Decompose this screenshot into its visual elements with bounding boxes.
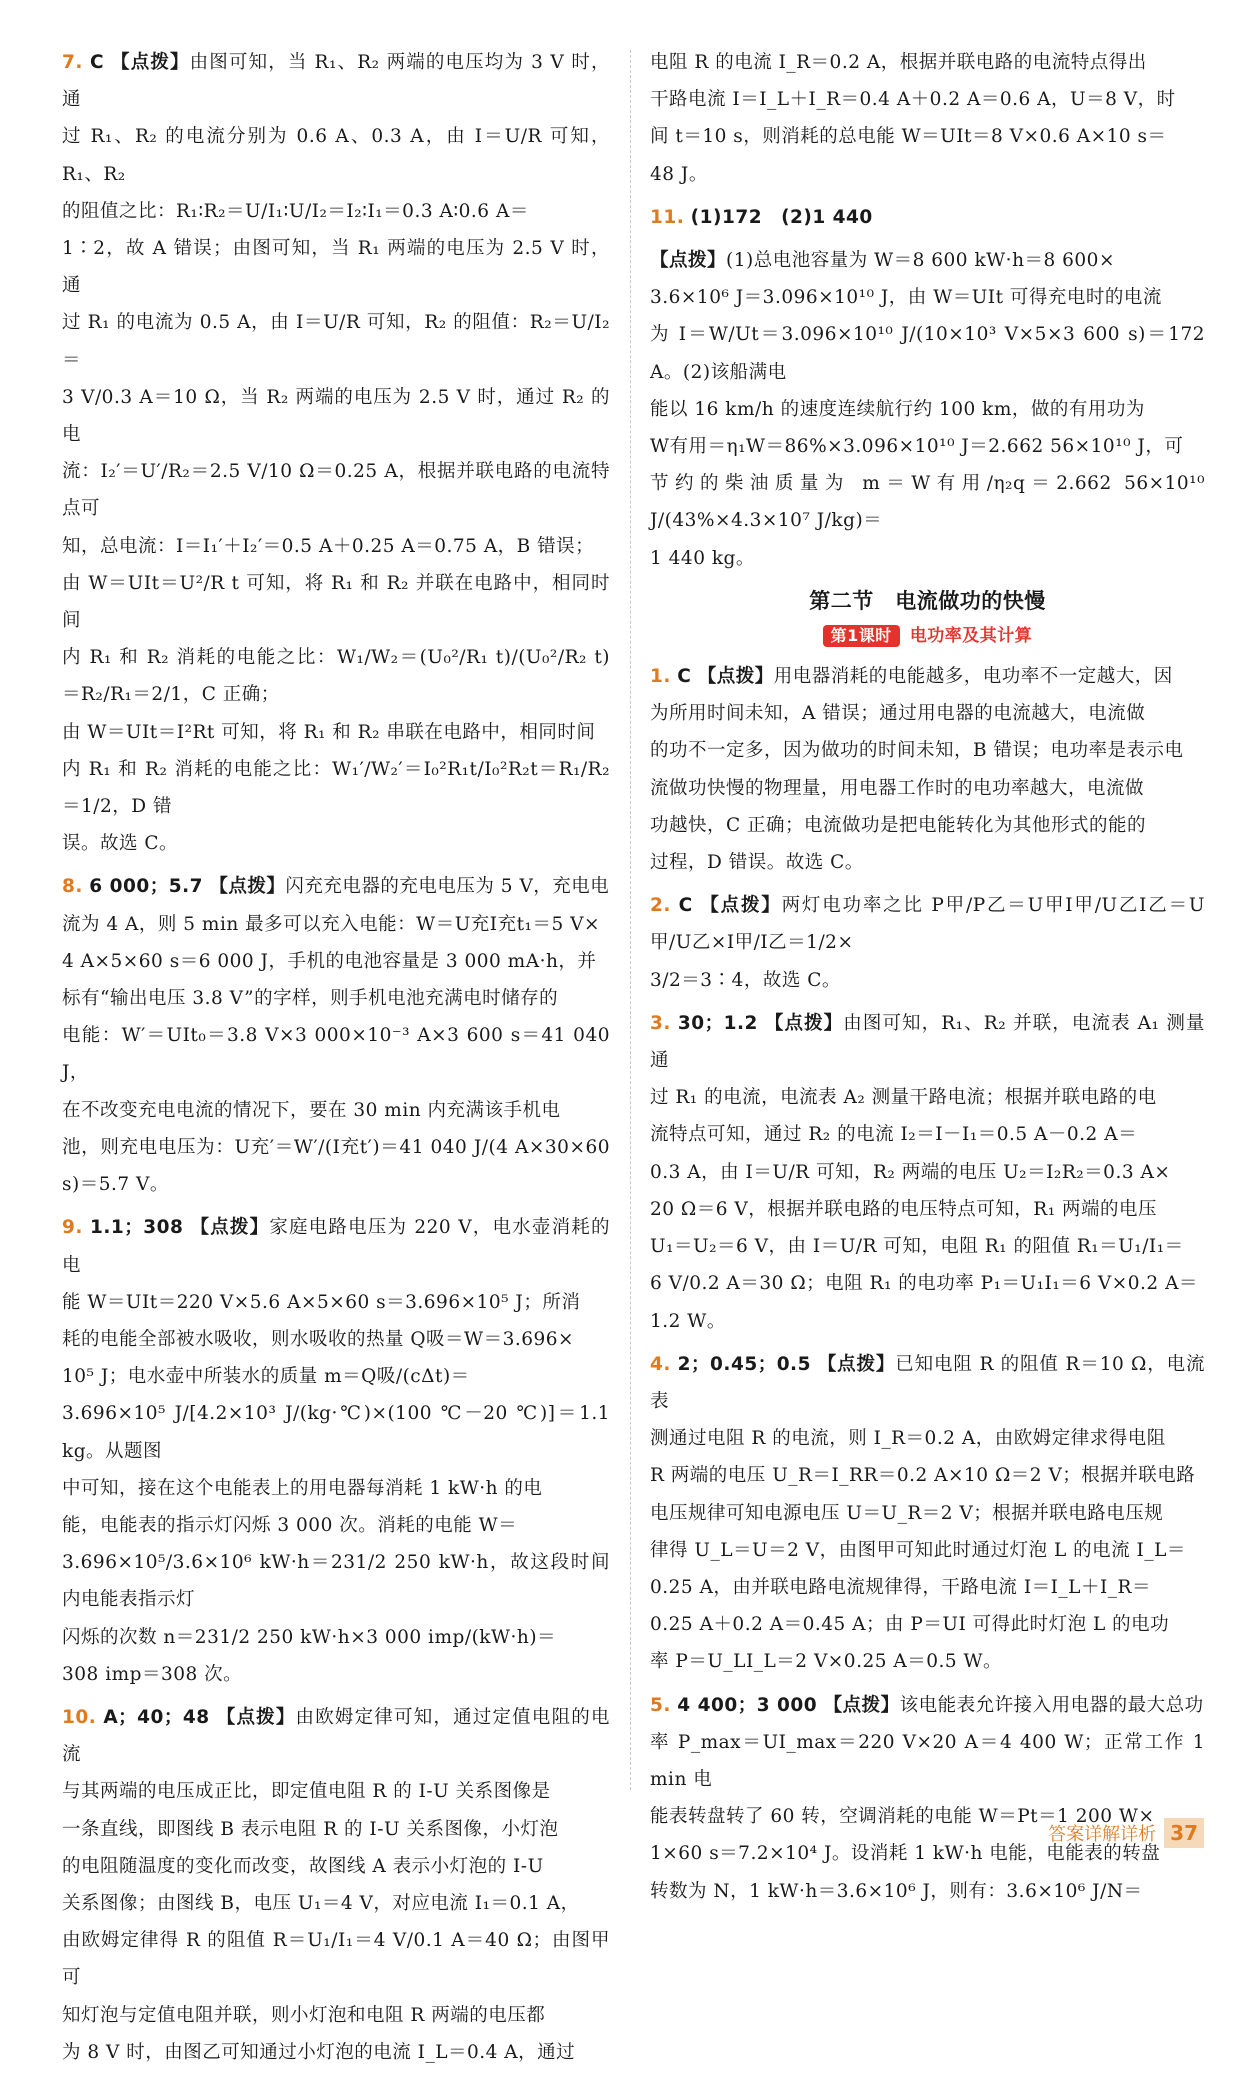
explanation-line: 308 imp＝308 次。	[62, 1663, 243, 1685]
explanation-line: 关系图像；由图线 B，电压 U₁＝4 V，对应电流 I₁＝0.1 A，	[62, 1892, 580, 1914]
explanation-line: 能 W＝UIt＝220 V×5.6 A×5×60 s＝3.696×10⁵ J；所消	[62, 1291, 581, 1313]
explanation-line: 4 A×5×60 s＝6 000 J，手机的电池容量是 3 000 mA·h，并	[62, 950, 597, 972]
explanation-line: 20 Ω＝6 V，根据并联电路的电压特点可知，R₁ 两端的电压	[650, 1198, 1157, 1220]
explanation-line: 电能：W′＝UIt₀＝3.8 V×3 000×10⁻³ A×3 600 s＝41 040 J，	[62, 1025, 610, 1084]
answer-value: C	[677, 666, 692, 688]
explanation-line: 3/2＝3∶4，故选 C。	[650, 969, 841, 991]
answer-item	[650, 199, 1205, 236]
explanation-line: 过 R₁、R₂ 的电流分别为 0.6 A、0.3 A，由 I＝U/R 可知，R₁、R₂	[62, 126, 610, 185]
explanation-line: 中可知，接在这个电能表上的用电器每消耗 1 kW·h 的电	[62, 1477, 543, 1499]
explanation-line: 为所用时间未知，A 错误；通过用电器的电流越大，电流做	[650, 703, 1146, 725]
hint-tag: 【点拨】	[764, 1012, 844, 1034]
explanation-line: 0.25 A＋0.2 A＝0.45 A；由 P＝UI 可得此时灯泡 L 的电功	[650, 1614, 1170, 1636]
explanation-text: 由图可知，当 R₁、R₂ 两端的电压均为 3 V 时，通	[62, 52, 610, 111]
answer-value: (1)172 (2)1 440	[690, 206, 873, 228]
answer-item	[650, 658, 1205, 881]
hint-tag: 【点拨】	[216, 1706, 296, 1728]
explanation-line: U₁＝U₂＝6 V，由 I＝U/R 可知，电阻 R₁ 的阻值 R₁＝U₁/I₁＝	[650, 1236, 1184, 1258]
explanation-line: 1×60 s＝7.2×10⁴ J。设消耗 1 kW·h 电能，电能表的转盘	[650, 1843, 1161, 1865]
hint-tag: 【点拨】	[190, 1217, 270, 1239]
explanation-line: 由 W＝UIt＝U²/R t 可知，将 R₁ 和 R₂ 并联在电路中，相同时间	[62, 572, 610, 632]
explanation-line: 内 R₁ 和 R₂ 消耗的电能之比：W₁/W₂＝(U₀²/R₁ t)/(U₀²/R₂ t)＝R₂/R₁＝2/1，C 正确；	[62, 647, 610, 706]
answer-line	[62, 868, 610, 905]
explanation-line: 流做功快慢的物理量，用电器工作时的电功率越大，电流做	[650, 777, 1145, 799]
explanation-text: (1)总电池容量为 W＝8 600 kW·h＝8 600×	[726, 250, 1115, 272]
explanation-line: 48 J。	[650, 163, 708, 185]
explanation-line: 3.696×10⁵/3.6×10⁶ kW·h＝231/2 250 kW·h，故这段时间内电能表指示灯	[62, 1552, 610, 1611]
answer-value: A；40；48	[103, 1706, 210, 1728]
answers-after-section	[650, 658, 1205, 1910]
explanation-line: 误。故选 C。	[62, 833, 179, 855]
explanation-line: 率 P＝U_LI_L＝2 V×0.25 A＝0.5 W。	[650, 1651, 1003, 1673]
hint-tag: 【点拨】	[111, 52, 190, 73]
explanation-line: 为 8 V 时，由图乙可知通过小灯泡的电流 I_L＝0.4 A，通过	[62, 2041, 576, 2063]
explanation-line: 测通过电阻 R 的电流，则 I_R＝0.2 A，由欧姆定律求得电阻	[650, 1428, 1166, 1450]
explanation-line: 0.25 A，由并联电路电流规律得，干路电流 I＝I_L＋I_R＝	[650, 1576, 1151, 1598]
section-title: 第二节 电流做功的快慢	[809, 588, 1046, 613]
answer-value: 30；1.2	[677, 1012, 758, 1034]
hint-tag: 【点拨】	[209, 876, 286, 898]
page-number: 37	[1164, 1818, 1204, 1848]
answer-line	[650, 242, 1205, 279]
hint-tag: 【点拨】	[697, 666, 774, 688]
explanation-line: 池，则充电电压为：U充′＝W′/(I充t′)＝41 040 J/(4 A×30×60 s)＝5.7 V。	[62, 1136, 610, 1196]
lesson-badge: 第1课时	[823, 625, 900, 647]
explanation-line: 3.696×10⁵ J/[4.2×10³ J/(kg·℃)×(100 ℃－20 ℃)]＝1.1 kg。从题图	[62, 1403, 610, 1462]
question-number: 2.	[650, 895, 671, 917]
page-footer	[1048, 1818, 1204, 1848]
explanation-line: 1 440 kg。	[650, 547, 755, 569]
explanation-text: 家庭电路电压为 220 V，电水壶消耗的电	[62, 1217, 610, 1276]
answer-item	[62, 44, 610, 862]
explanation-line: 3.6×10⁶ J＝3.096×10¹⁰ J，由 W＝UIt 可得充电时的电流	[650, 287, 1162, 309]
explanation-line: 内 R₁ 和 R₂ 消耗的电能之比：W₁′/W₂′＝I₀²R₁t/I₀²R₂t＝R₁/R₂＝1/2，D 错	[62, 758, 610, 818]
answer-line	[650, 1005, 1205, 1079]
question-number: 4.	[650, 1353, 671, 1375]
answer-value: 2；0.45；0.5	[677, 1353, 811, 1375]
explanation-text: 由欧姆定律可知，通过定值电阻的电流	[62, 1706, 610, 1766]
explanation-line: 过 R₁ 的电流，电流表 A₂ 测量干路电流；根据并联电路的电	[650, 1087, 1157, 1109]
answer-item	[650, 887, 1205, 999]
explanation-line: 间 t＝10 s，则消耗的总电能 W＝UIt＝8 V×0.6 A×10 s＝	[650, 126, 1167, 148]
answer-value: C	[89, 52, 105, 73]
explanation-line: 流为 4 A，则 5 min 最多可以充入电能：W＝U充I充t₁＝5 V×	[62, 913, 600, 935]
answer-value: C	[678, 895, 693, 917]
explanation-line: 能以 16 km/h 的速度连续航行约 100 km，做的有用功为	[650, 398, 1145, 420]
answer-line	[650, 199, 1205, 236]
explanation-line: 知，总电流：I＝I₁′＋I₂′＝0.5 A＋0.25 A＝0.75 A，B 错误；	[62, 535, 595, 557]
answer-item	[650, 1005, 1205, 1340]
explanation-line: 能，电能表的指示灯闪烁 3 000 次。消耗的电能 W＝	[62, 1514, 518, 1536]
answer-line	[650, 658, 1205, 695]
explanation-line: 知灯泡与定值电阻并联，则小灯泡和电阻 R 两端的电压都	[62, 2004, 546, 2026]
explanation-line: 能表转盘转了 60 转，空调消耗的电能 W＝Pt＝1 200 W×	[650, 1806, 1155, 1828]
explanation-line: 流特点可知，通过 R₂ 的电流 I₂＝I－I₁＝0.5 A－0.2 A＝	[650, 1124, 1138, 1146]
explanation-line: 10⁵ J；电水壶中所装水的质量 m＝Q吸/(cΔt)＝	[62, 1366, 470, 1388]
answer-line	[62, 1699, 610, 1773]
explanation-line: 耗的电能全部被水吸收，则水吸收的热量 Q吸＝W＝3.696×	[62, 1328, 575, 1350]
answer-line	[650, 887, 1205, 961]
explanation-line: 在不改变充电电流的情况下，要在 30 min 内充满该手机电	[62, 1099, 561, 1121]
answer-line	[650, 1687, 1205, 1724]
lesson-name: 电功率及其计算	[909, 626, 1033, 647]
explanation-text: 两灯电功率之比 P甲/P乙＝U甲I甲/U乙I乙＝U甲/U乙×I甲/I乙＝1/2×	[650, 895, 1205, 954]
explanation-text: 闪充充电器的充电电压为 5 V，充电电	[285, 876, 610, 898]
explanation-text: 该电能表允许接入用电器的最大总功	[899, 1694, 1204, 1716]
explanation-line: 0.3 A，由 I＝U/R 可知，R₂ 两端的电压 U₂＝I₂R₂＝0.3 A×	[650, 1161, 1171, 1183]
question-number: 10.	[62, 1706, 97, 1728]
answer-item	[62, 868, 610, 1203]
explanation-line: 功越快，C 正确；电流做功是把电能转化为其他形式的能的	[650, 814, 1147, 836]
question-number: 1.	[650, 666, 671, 688]
explanation-line: 由 W＝UIt＝I²Rt 可知，将 R₁ 和 R₂ 串联在电路中，相同时间	[62, 721, 596, 743]
explanation-line: 转数为 N，1 kW·h＝3.6×10⁶ J，则有：3.6×10⁶ J/N＝	[650, 1880, 1143, 1902]
explanation-line: 过程，D 错误。故选 C。	[650, 852, 864, 874]
question-number: 9.	[62, 1217, 83, 1239]
left-column	[62, 44, 610, 2077]
answer-item	[62, 1699, 610, 2071]
answer-value: 1.1；308	[90, 1217, 184, 1239]
hint-tag: 【点拨】	[817, 1353, 896, 1375]
explanation-line: 由欧姆定律得 R 的阻值 R＝U₁/I₁＝4 V/0.1 A＝40 Ω；由图甲可	[62, 1930, 610, 1989]
explanation-line: 电压规律可知电源电压 U＝U_R＝2 V；根据并联电路电压规	[650, 1502, 1164, 1524]
answers-before-section	[650, 199, 1205, 577]
hint-tag: 【点拨】	[823, 1694, 900, 1716]
right-column	[650, 44, 1205, 1916]
explanation-text: 已知电阻 R 的阻值 R＝10 Ω，电流表	[650, 1353, 1205, 1412]
explanation-line: 1.2 W。	[650, 1310, 726, 1332]
explanation-line: 过 R₁ 的电流为 0.5 A，由 I＝U/R 可知，R₂ 的阻值：R₂＝U/I₂＝	[62, 312, 610, 371]
explanation-line: 干路电流 I＝I_L＋I_R＝0.4 A＋0.2 A＝0.6 A，U＝8 V，时	[650, 89, 1176, 111]
question-number: 3.	[650, 1012, 671, 1034]
explanation-line: 3 V/0.3 A＝10 Ω，当 R₂ 两端的电压为 2.5 V 时，通过 R₂ 的电	[62, 386, 610, 446]
explanation-line: 的阻值之比：R₁∶R₂＝U/I₁∶U/I₂＝I₂∶I₁＝0.3 A∶0.6 A＝	[62, 200, 529, 222]
explanation-line: 一条直线，即图线 B 表示电阻 R 的 I-U 关系图像，小灯泡	[62, 1818, 559, 1840]
answer-item	[62, 1209, 610, 1693]
answer-line	[62, 1209, 610, 1283]
lesson-heading	[650, 620, 1205, 652]
question-number: 11.	[650, 206, 685, 228]
explanation-line: 的功不一定多，因为做功的时间未知，B 错误；电功率是表示电	[650, 740, 1184, 762]
answer-line	[650, 1346, 1205, 1420]
hint-tag: 【点拨】	[650, 250, 727, 272]
explanation-line: 律得 U_L＝U＝2 V，由图甲可知此时通过灯泡 L 的电流 I_L＝	[650, 1539, 1186, 1561]
question-number: 7.	[62, 52, 83, 73]
footer-label: 答案详解详析	[1048, 1824, 1157, 1845]
explanation-line: 流：I₂′＝U′/R₂＝2.5 V/10 Ω＝0.25 A，根据并联电路的电流特点可	[62, 461, 610, 520]
explanation-line: 闪烁的次数 n＝231/2 250 kW·h×3 000 imp/(kW·h)＝	[62, 1626, 557, 1648]
answer-item	[650, 1346, 1205, 1681]
explanation-line: 1∶2，故 A 错误；由图可知，当 R₁ 两端的电压为 2.5 V 时，通	[62, 238, 610, 297]
answer-line	[62, 44, 610, 118]
answer-item	[650, 1687, 1205, 1910]
question-number: 5.	[650, 1694, 671, 1716]
question-number: 8.	[62, 876, 83, 898]
explanation-line: 率 P_max＝UI_max＝220 V×20 A＝4 400 W；正常工作 1 min 电	[650, 1731, 1205, 1790]
answer-value: 6 000；5.7	[89, 876, 203, 898]
explanation-line: W有用＝η₁W＝86%×3.096×10¹⁰ J＝2.662 56×10¹⁰ J，可	[650, 436, 1184, 458]
explanation-line: 与其两端的电压成正比，即定值电阻 R 的 I-U 关系图像是	[62, 1781, 551, 1803]
explanation-text: 由图可知，R₁、R₂ 并联，电流表 A₁ 测量通	[650, 1012, 1205, 1072]
continued-answer-10	[650, 44, 1205, 193]
hint-tag: 【点拨】	[700, 895, 782, 917]
column-divider	[630, 50, 631, 1790]
answer-item	[650, 242, 1205, 577]
explanation-text: 用电器消耗的电能越多，电功率不一定越大，因	[773, 666, 1173, 688]
answer-value: 4 400；3 000	[677, 1694, 818, 1716]
explanation-line: R 两端的电压 U_R＝I_RR＝0.2 A×10 Ω＝2 V；根据并联电路	[650, 1465, 1196, 1487]
explanation-line: 标有“输出电压 3.8 V”的字样，则手机电池充满电时储存的	[62, 988, 559, 1010]
explanation-line: 为 I＝W/Ut＝3.096×10¹⁰ J/(10×10³ V×5×3 600 s)＝172 A。(2)该船满电	[650, 324, 1205, 383]
explanation-line: 节约的柴油质量为 m＝W有用/η₂q＝2.662 56×10¹⁰ J/(43%×4.3×10⁷ J/kg)＝	[650, 473, 1205, 532]
explanation-line: 6 V/0.2 A＝30 Ω；电阻 R₁ 的电功率 P₁＝U₁I₁＝6 V×0.2 A＝	[650, 1273, 1198, 1295]
explanation-line: 电阻 R 的电流 I_R＝0.2 A，根据并联电路的电流特点得出	[650, 52, 1147, 73]
explanation-line: 的电阻随温度的变化而改变，故图线 A 表示小灯泡的 I-U	[62, 1855, 544, 1877]
